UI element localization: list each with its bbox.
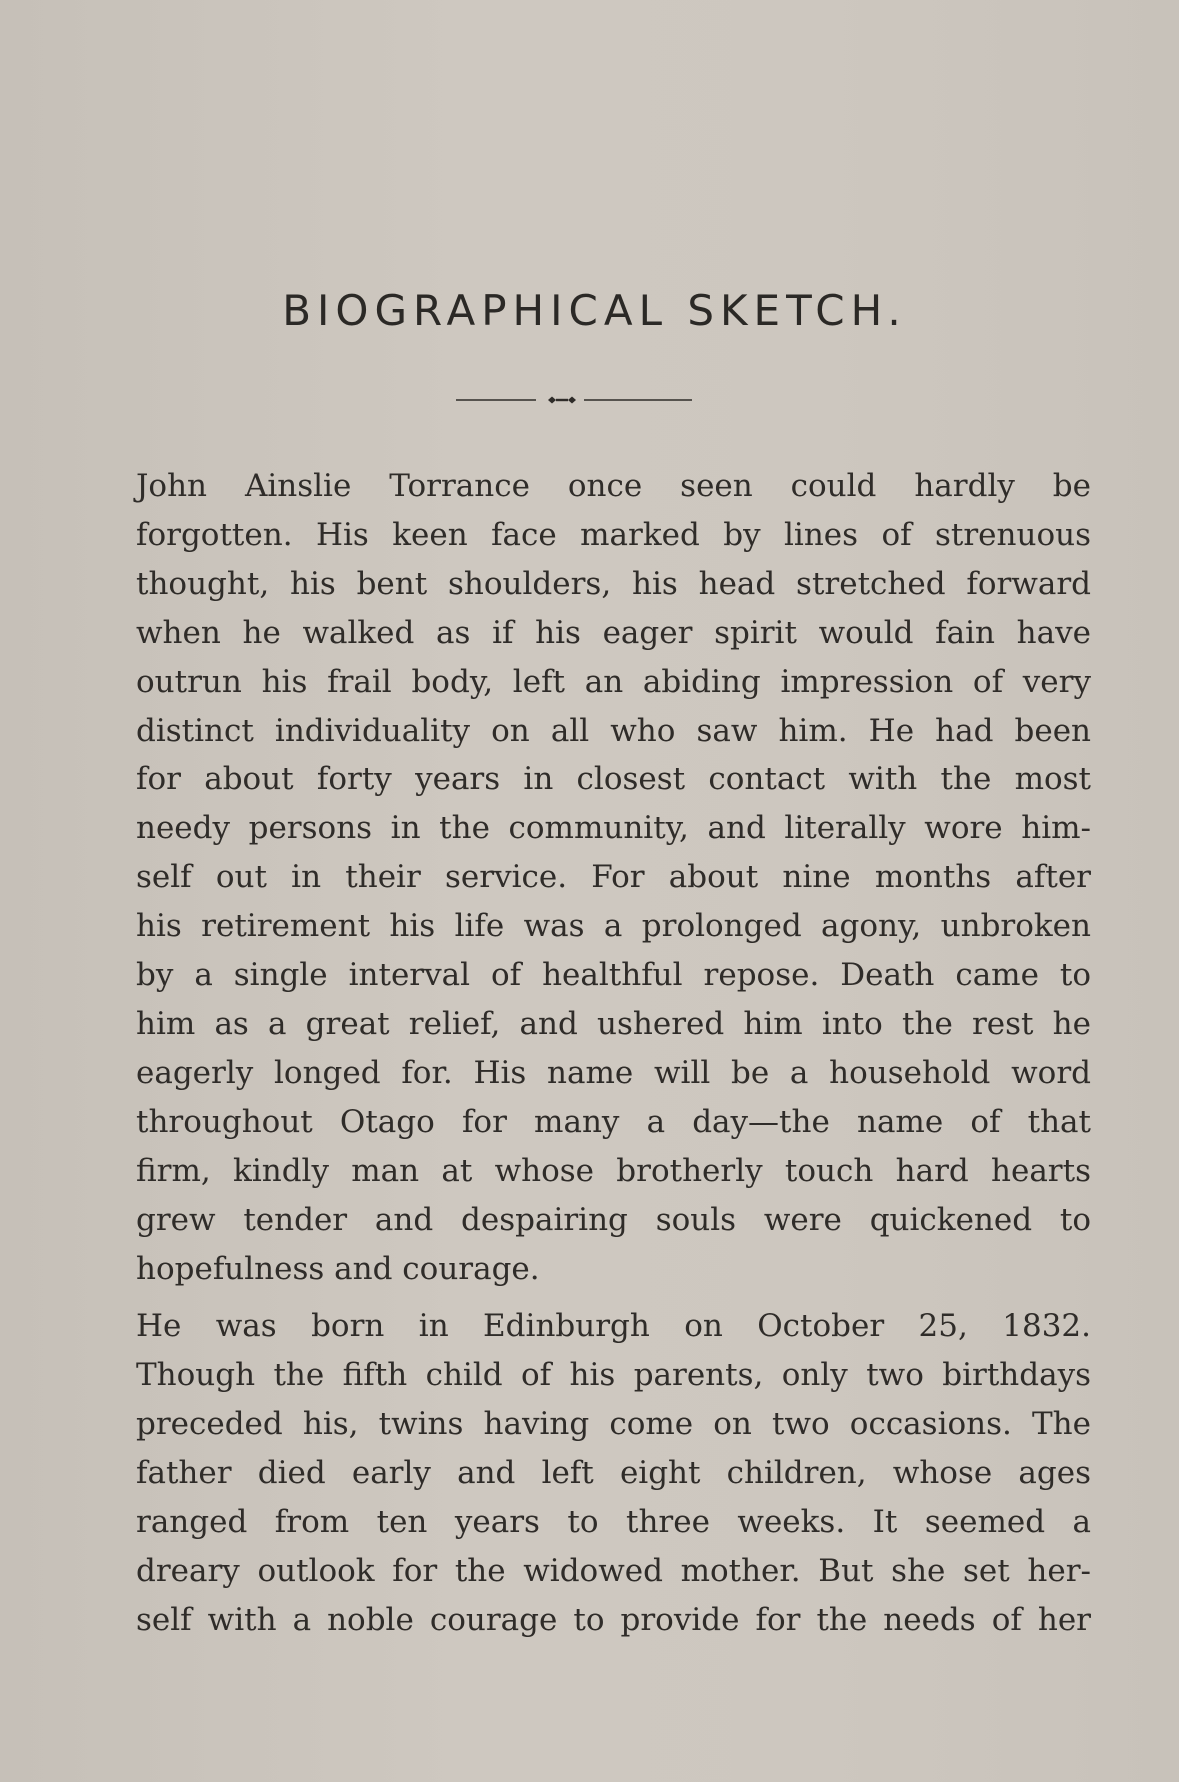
text-line: forgotten. His keen face marked by lines of strenuous xyxy=(136,516,1091,553)
text-line: dreary outlook for the widowed mother. But she set her- xyxy=(136,1552,1091,1589)
text-line: self out in their service. For about nine months after xyxy=(136,859,1091,896)
ornamental-rule xyxy=(456,392,692,408)
text-line: thought, his bent shoulders, his head stretched forward xyxy=(136,565,1091,602)
text-line: ranged from ten years to three weeks. It seemed a xyxy=(136,1504,1091,1541)
text-line: John Ainslie Torrance once seen could hardly be xyxy=(136,468,1091,504)
text-line: He was born in Edinburgh on October 25, 1832. xyxy=(136,1308,1091,1345)
text-line: Though the fifth child of his parents, only two birthdays xyxy=(136,1357,1091,1394)
text-line: for about forty years in closest contact with the most xyxy=(136,761,1091,798)
text-line: by a single interval of healthful repose. Death came to xyxy=(136,957,1091,994)
text-line: when he walked as if his eager spirit would fain have xyxy=(136,614,1091,651)
text-line: him as a great relief, and ushered him into the rest he xyxy=(136,1005,1091,1042)
text-line: firm, kindly man at whose brotherly touch hard hearts xyxy=(136,1152,1091,1189)
text-line: his retirement his life was a prolonged agony, unbroken xyxy=(136,908,1091,945)
text-line: eagerly longed for. His name will be a household word xyxy=(136,1054,1091,1091)
text-line: self with a noble courage to provide for the needs of her xyxy=(136,1601,1091,1638)
text-line: needy persons in the community, and literally wore him- xyxy=(136,810,1091,847)
paragraph-2 xyxy=(57,1302,1091,1644)
text-line: distinct individuality on all who saw him. He had been xyxy=(136,712,1091,749)
body-text xyxy=(57,462,1091,1645)
page-title: BIOGRAPHICAL SKETCH. xyxy=(282,286,907,335)
text-line: outrun his frail body, left an abiding impression of very xyxy=(136,663,1091,700)
text-line: grew tender and despairing souls were quickened to xyxy=(136,1201,1091,1238)
text-line: throughout Otago for many a day—the name of that xyxy=(136,1103,1091,1140)
text-line: father died early and left eight children, whose ages xyxy=(136,1455,1091,1492)
text-line: preceded his, twins having come on two occasions. The xyxy=(136,1406,1091,1443)
text-line: hopefulness and courage. xyxy=(136,1250,540,1287)
paragraph-1 xyxy=(57,462,1091,1293)
